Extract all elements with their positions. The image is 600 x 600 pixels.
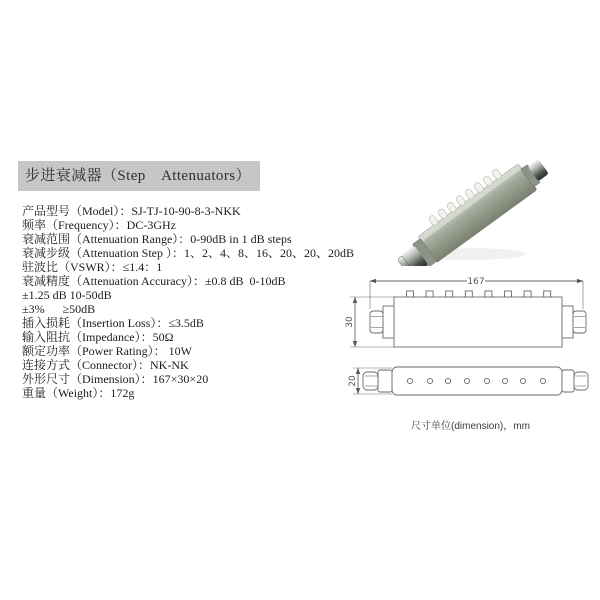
spec-line: 重量（Weight）：172g	[22, 386, 135, 400]
dimension-drawing-svg	[345, 264, 597, 440]
dim-depth-label: 20	[348, 375, 358, 387]
side-view-body	[394, 297, 562, 347]
spec-line: ±3% ≥50dB	[22, 302, 96, 316]
side-view-connector-right	[562, 306, 586, 338]
top-view	[353, 367, 588, 395]
spec-line: 额定功率（Power Rating）： 10W	[22, 344, 192, 358]
top-view-connector-right	[562, 370, 588, 392]
spec-line: 外形尺寸（Dimension）：167×30×20	[22, 372, 209, 386]
page-title: 步进衰减器（Step Attenuators）	[18, 161, 260, 191]
spec-line: 输入阻抗（Impedance）：50Ω	[22, 330, 174, 344]
spec-line: 衰减精度（Attenuation Accuracy）：±0.8 dB 0-10dB	[22, 274, 286, 288]
side-view-connector-left	[370, 306, 394, 338]
spec-line: 插入损耗（Insertion Loss）：≤3.5dB	[22, 316, 204, 330]
dimension-units-caption: 尺寸单位(dimension)，mm	[411, 421, 530, 432]
spec-list	[22, 204, 382, 400]
top-view-connector-left	[363, 370, 392, 392]
spec-line: ±1.25 dB 10-50dB	[22, 288, 112, 302]
spec-line: 频率（Frequency）：DC-3GHz	[22, 218, 176, 232]
side-view	[350, 281, 586, 347]
dim-length-label: 167	[467, 277, 485, 287]
spec-line: 产品型号（Model）：SJ-TJ-10-90-8-3-NKK	[22, 204, 241, 218]
top-view-body	[392, 367, 562, 395]
product-photo	[398, 160, 590, 266]
spec-line: 连接方式（Connector）：NK-NK	[22, 358, 189, 372]
side-view-switches	[407, 291, 551, 297]
dim-height-label: 30	[345, 316, 355, 328]
product-photo-svg	[398, 160, 590, 266]
dimension-drawings	[345, 264, 597, 440]
spec-line: 衰减范围（Attenuation Range）：0-90dB in 1 dB steps	[22, 232, 292, 246]
attenuator-body	[418, 164, 537, 263]
spec-line: 衰减步级（Attenuation Step ）：1、2、4、8、16、20、20、20dB	[22, 246, 354, 260]
spec-line: 驻波比（VSWR）：≤1.4：1	[22, 260, 163, 274]
